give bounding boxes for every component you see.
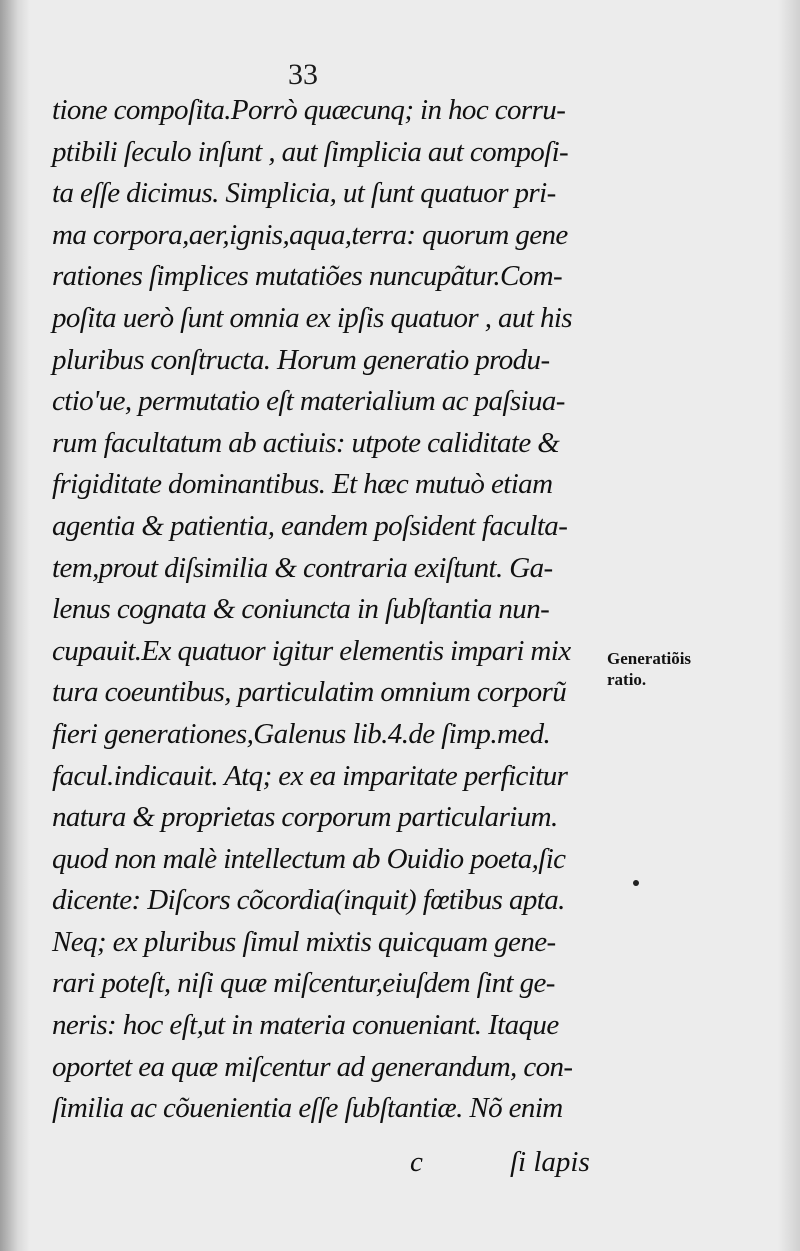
text-line: rum facultatum ab actiuis: utpote caliditate & — [52, 426, 560, 459]
text-line: ctio'ue, permutatio eſt materialium ac paſsiua- — [52, 385, 565, 418]
text-line: dicente: Diſcors cõcordia(inquit) fœtibus apta. — [52, 884, 565, 917]
marginal-note — [607, 648, 691, 690]
text-line: neris: hoc eſt,ut in materia conueniant. Itaque — [52, 1009, 559, 1042]
text-line: fieri generationes,Galenus lib.4.de ſimp.med. — [52, 717, 551, 750]
text-line: ma corpora,aer,ignis,aqua,terra: quorum gene — [52, 218, 568, 251]
text-line: frigiditate dominantibus. Et hæc mutuò etiam — [52, 468, 553, 501]
text-line: pluribus conſtructa. Horum generatio produ- — [52, 343, 550, 376]
text-line: tem,prout diſsimilia & contraria exiſtunt. Ga- — [52, 551, 553, 584]
page-number: 33 — [288, 58, 318, 91]
marginal-note-line: Generatiõis — [607, 649, 692, 668]
text-line: tione compoſita.Porrò quæcunq; in hoc corru- — [52, 94, 566, 126]
body-text — [52, 90, 612, 1130]
text-line: ta eſſe dicimus. Simplicia, ut ſunt quatuor pri- — [52, 177, 556, 210]
text-line: ptibili ſeculo inſunt , aut ſimplicia aut compoſi- — [52, 135, 569, 168]
text-line: poſita uerò ſunt omnia ex ipſis quatuor , aut his — [52, 301, 572, 334]
catchword: ſi lapis — [510, 1146, 590, 1178]
text-line: oportet ea quæ miſcentur ad generandum, con- — [52, 1050, 573, 1083]
text-line: natura & proprietas corporum particularium. — [52, 801, 558, 834]
ink-speck — [633, 880, 639, 886]
text-line: cupauit.Ex quatuor igitur elementis impari mix — [52, 634, 571, 667]
text-line: rari poteſt, niſi quæ miſcentur,eiuſdem ſint ge- — [52, 967, 555, 1000]
text-line: quod non malè intellectum ab Ouidio poeta,ſic — [52, 842, 566, 875]
text-line: rationes ſimplices mutatiões nuncupãtur.Com- — [52, 260, 563, 293]
text-line: agentia & patientia, eandem poſsident faculta- — [52, 509, 568, 542]
text-line: facul.indicauit. Atq; ex ea imparitate perficitur — [52, 759, 568, 792]
text-line: tura coeuntibus, particulatim omnium corporũ — [52, 676, 567, 709]
text-line: Neq; ex pluribus ſimul mixtis quicquam gene- — [52, 925, 556, 958]
signature-mark: c — [410, 1146, 423, 1178]
marginal-note-line: ratio. — [607, 670, 647, 689]
text-line: lenus cognata & coniuncta in ſubſtantia nun- — [52, 593, 550, 626]
text-line: ſimilia ac cõuenientia eſſe ſubſtantiæ. Nõ enim — [52, 1092, 563, 1125]
